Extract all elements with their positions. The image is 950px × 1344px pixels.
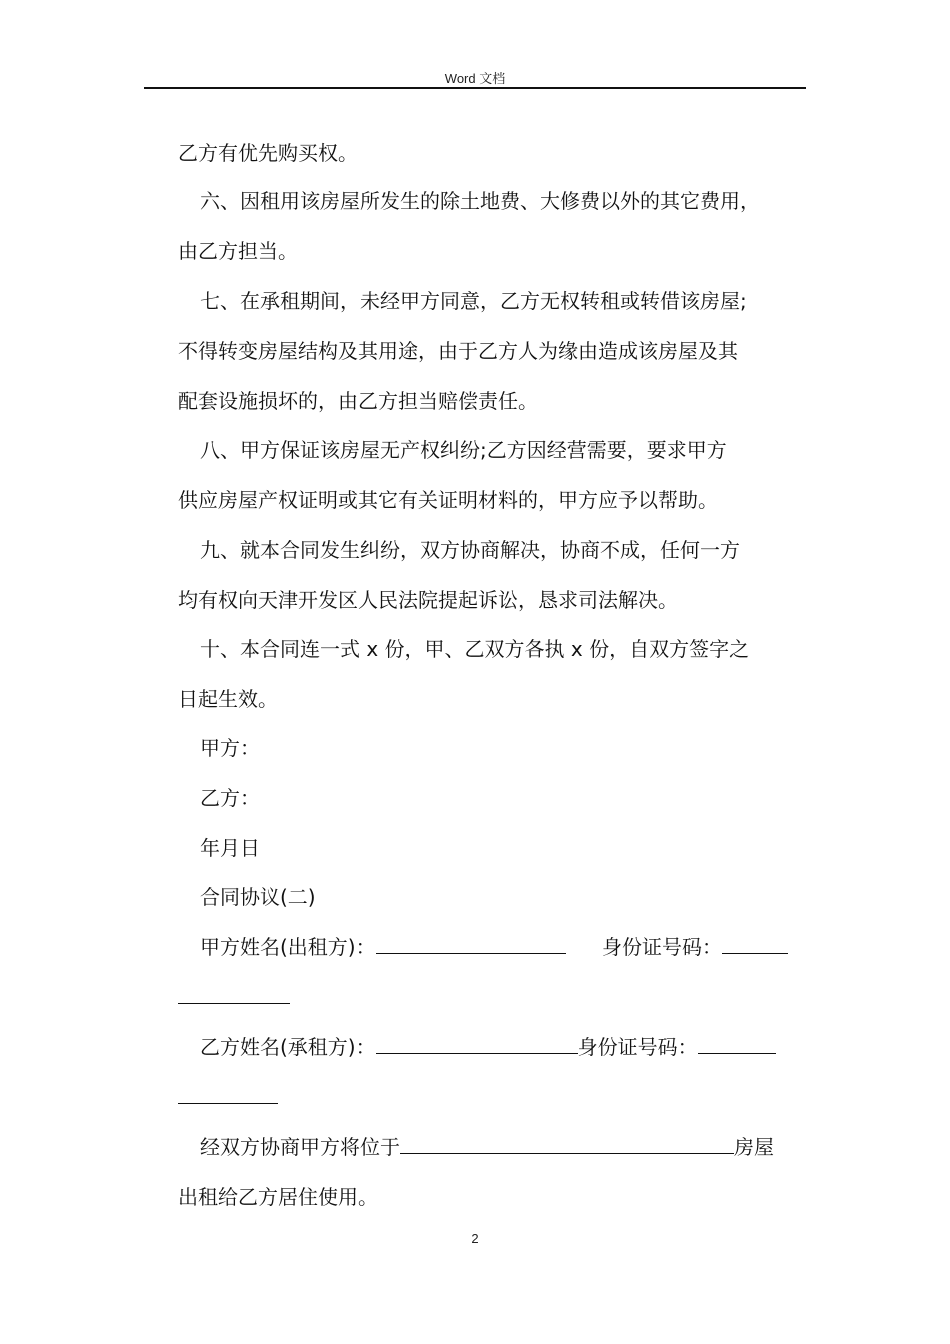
- lessor-name-label: 甲方姓名(出租方)：: [200, 935, 376, 959]
- lessor-name-blank[interactable]: [376, 935, 566, 954]
- lessor-id-continuation: [178, 985, 290, 1009]
- section-title: 合同协议(二): [200, 885, 316, 909]
- date-label: 年月日: [200, 836, 260, 860]
- lessee-name-blank[interactable]: [376, 1035, 578, 1054]
- lessee-id-blank-cont[interactable]: [178, 1085, 278, 1104]
- paragraph-line: 供应房屋产权证明或其它有关证明材料的，甲方应予以帮助。: [178, 488, 718, 512]
- lessor-id-blank[interactable]: [722, 935, 788, 954]
- paragraph-line: 十、本合同连一式 x 份，甲、乙双方各执 x 份，自双方签字之: [200, 637, 750, 661]
- lessor-id-row: [602, 935, 788, 959]
- page-number: 2: [471, 1231, 479, 1246]
- lessee-id-continuation: [178, 1085, 278, 1109]
- paragraph-line: 均有权向天津开发区人民法院提起诉讼，恳求司法解决。: [178, 588, 678, 612]
- paragraph-line: 出租给乙方居住使用。: [178, 1185, 378, 1209]
- paragraph-line: 八、甲方保证该房屋无产权纠纷;乙方因经营需要，要求甲方: [200, 438, 727, 462]
- lessee-id-label: 身份证号码：: [577, 1035, 698, 1059]
- paragraph-line: 日起生效。: [178, 687, 278, 711]
- paragraph-line: 九、就本合同发生纠纷，双方协商解决，协商不成，任何一方: [200, 538, 740, 562]
- party-a-signature-label: 甲方：: [200, 736, 260, 760]
- lessee-name-label: 乙方姓名(承租方)：: [200, 1035, 376, 1059]
- lessee-row: [200, 1035, 776, 1059]
- lessor-row: [200, 935, 566, 959]
- paragraph-line: 配套设施损坏的，由乙方担当赔偿责任。: [178, 389, 538, 413]
- header-divider: [144, 87, 806, 89]
- location-row: [200, 1135, 774, 1159]
- paragraph-line: 乙方有优先购买权。: [178, 141, 358, 165]
- location-suffix: 房屋: [734, 1135, 774, 1159]
- location-prefix: 经双方协商甲方将位于: [200, 1135, 400, 1159]
- lessee-id-blank[interactable]: [698, 1035, 776, 1054]
- lessor-id-label: 身份证号码：: [602, 935, 722, 959]
- paragraph-line: 六、因租用该房屋所发生的除土地费、大修费以外的其它费用，: [200, 189, 760, 213]
- paragraph-line: 七、在承租期间，未经甲方同意，乙方无权转租或转借该房屋;: [200, 289, 747, 313]
- location-blank[interactable]: [400, 1135, 734, 1154]
- party-b-signature-label: 乙方：: [200, 786, 260, 810]
- page-header: Word 文档: [444, 71, 506, 86]
- lessor-id-blank-cont[interactable]: [178, 985, 290, 1004]
- paragraph-line: 由乙方担当。: [178, 239, 298, 263]
- paragraph-line: 不得转变房屋结构及其用途，由于乙方人为缘由造成该房屋及其: [178, 339, 738, 363]
